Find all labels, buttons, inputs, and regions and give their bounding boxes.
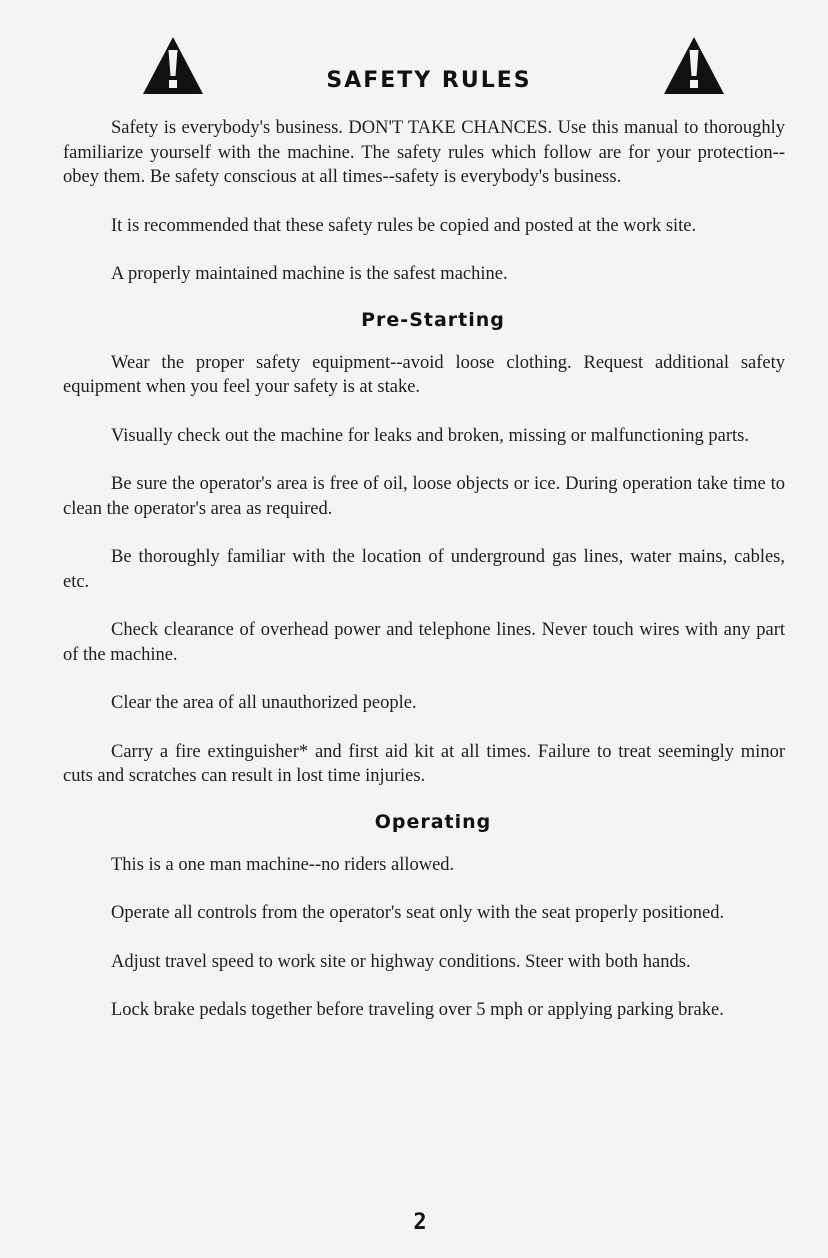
section-heading-operating: Operating: [374, 810, 492, 833]
page-title: SAFETY RULES: [326, 68, 532, 93]
rule-paragraph: Lock brake pedals together before traveling over 5 mph or applying parking brake.: [111, 1000, 724, 1020]
intro-paragraph: Safety is everybody's business. DON'T TAKE CHANCES. Use this manual to thoroughly familiarize yourself with the machine. The safety rules which follow are for your protection--obey them. Be safety conscious at all times--safety is everybody's business.: [63, 118, 785, 187]
page-header: [0, 32, 828, 102]
rule-paragraph: Visually check out the machine for leaks and broken, missing or malfunctioning parts.: [111, 425, 750, 446]
intro-paragraph: A properly maintained machine is the safest machine.: [111, 264, 508, 284]
rule-paragraph: Clear the area of all unauthorized people.: [111, 693, 417, 713]
rule-paragraph: Check clearance of overhead power and telephone lines. Never touch wires with any part of the machine.: [63, 620, 785, 665]
rule-paragraph: Be sure the operator's area is free of oil, loose objects or ice. During operation take time to clean the operator's area as required.: [63, 474, 785, 519]
rule-paragraph: This is a one man machine--no riders allowed.: [111, 854, 455, 875]
rule-paragraph: Be thoroughly familiar with the location of underground gas lines, water mains, cables, etc.: [63, 547, 785, 592]
rule-paragraph: Wear the proper safety equipment--avoid loose clothing. Request additional safety equipment when you feel your safety is at stake.: [63, 352, 785, 397]
rule-paragraph: Operate all controls from the operator's seat only with the seat properly positioned.: [111, 903, 725, 923]
intro-paragraph: It is recommended that these safety rules be copied and posted at the work site.: [111, 215, 697, 236]
page-number: 2: [413, 1210, 427, 1235]
document-body: [63, 116, 785, 1023]
rule-paragraph: Adjust travel speed to work site or highway conditions. Steer with both hands.: [111, 951, 691, 972]
section-heading-pre-starting: Pre-Starting: [361, 308, 505, 331]
rule-paragraph: Carry a fire extinguisher* and first aid kit at all times. Failure to treat seemingly minor cuts and scratches can result in lost time injuries.: [63, 741, 785, 786]
warning-icon: [662, 34, 726, 98]
